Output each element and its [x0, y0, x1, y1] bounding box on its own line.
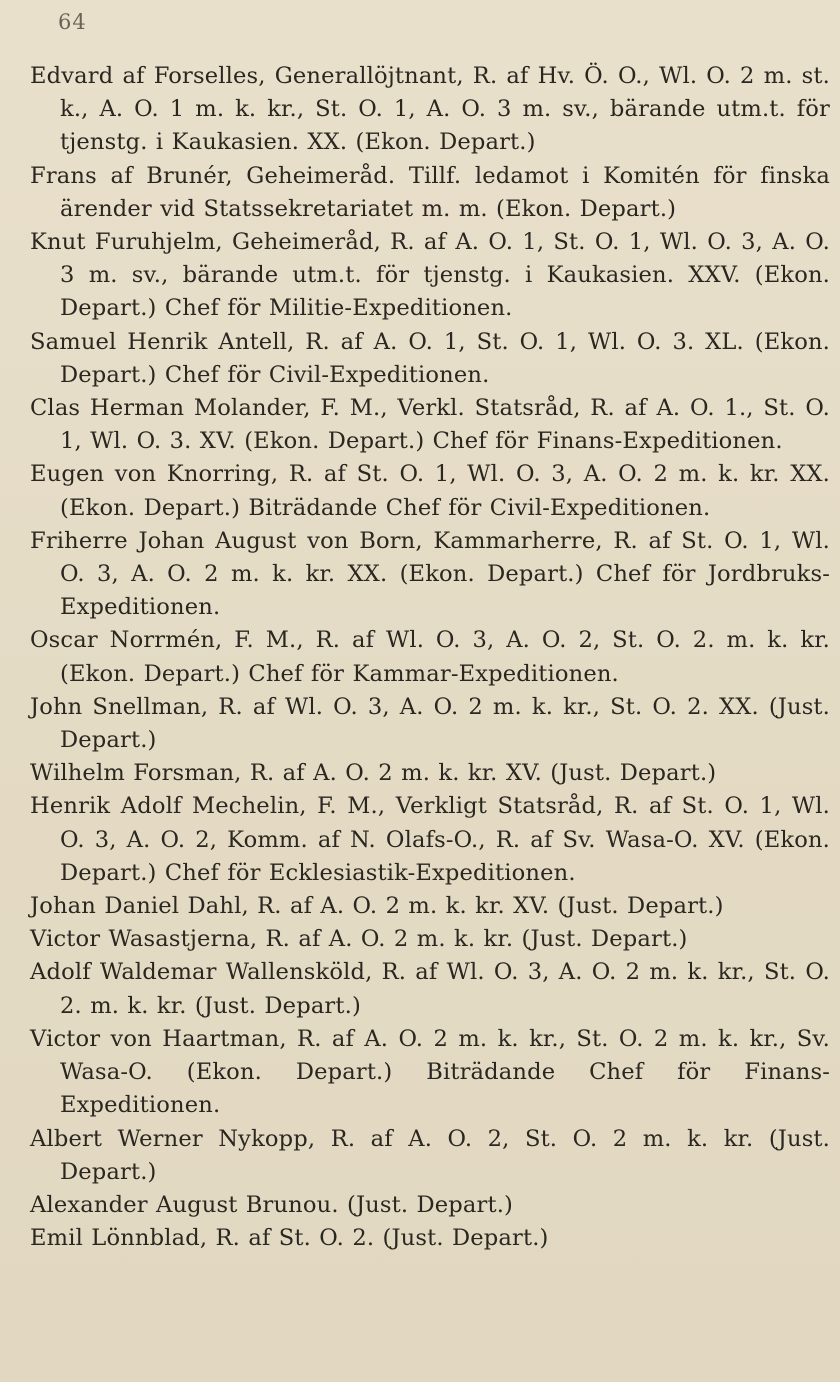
list-item: Friherre Johan August von Born, Kammarherre, R. af St. O. 1, Wl. O. 3, A. O. 2 m. k. kr. XX. (Ekon. Depart.) Chef för Jordbruks-Expeditionen.: [30, 527, 830, 621]
list-item: Albert Werner Nykopp, R. af A. O. 2, St. O. 2 m. k. kr. (Just. Depart.): [30, 1125, 830, 1185]
list-item: Adolf Waldemar Wallensköld, R. af Wl. O. 3, A. O. 2 m. k. kr., St. O. 2. m. k. kr. (Just. Depart.): [30, 959, 830, 1019]
list-item: Henrik Adolf Mechelin, F. M., Verkligt Statsråd, R. af St. O. 1, Wl. O. 3, A. O. 2, Komm. af N. Olafs-O., R. af Sv. Wasa-O. XV. (Ekon. Depart.) Chef för Ecklesiastik-Expeditionen.: [30, 793, 830, 886]
list-item: Alexander August Brunou. (Just. Depart.): [30, 1191, 514, 1218]
list-item: Oscar Norrmén, F. M., R. af Wl. O. 3, A. O. 2, St. O. 2. m. k. kr. (Ekon. Depart.) Chef för Kammar-Expeditionen.: [30, 627, 830, 687]
entry-list: [30, 60, 830, 1255]
list-item: John Snellman, R. af Wl. O. 3, A. O. 2 m. k. kr., St. O. 2. XX. (Just. Depart.): [30, 693, 830, 754]
list-item: Victor Wasastjerna, R. af A. O. 2 m. k. kr. (Just. Depart.): [30, 926, 688, 953]
list-item: Wilhelm Forsman, R. af A. O. 2 m. k. kr. XV. (Just. Depart.): [30, 760, 717, 787]
list-item: Samuel Henrik Antell, R. af A. O. 1, St. O. 1, Wl. O. 3. XL. (Ekon. Depart.) Chef för Civil-Expeditionen.: [30, 328, 830, 388]
list-item: Johan Daniel Dahl, R. af A. O. 2 m. k. kr. XV. (Just. Depart.): [30, 893, 724, 920]
list-item: Knut Furuhjelm, Geheimeråd, R. af A. O. 1, St. O. 1, Wl. O. 3, A. O. 3 m. sv., bärande utm.t. för tjenstg. i Kaukasien. XXV. (Ekon. Depart.) Chef för Militie-Expeditionen.: [30, 229, 830, 322]
list-item: Clas Herman Molander, F. M., Verkl. Statsråd, R. af A. O. 1., St. O. 1, Wl. O. 3. XV. (Ekon. Depart.) Chef för Finans-Expeditionen.: [30, 395, 830, 455]
list-item: Victor von Haartman, R. af A. O. 2 m. k. kr., St. O. 2 m. k. kr., Sv. Wasa-O. (Ekon. Depart.) Biträdande Chef för Finans-Expeditionen.: [30, 1025, 830, 1119]
list-item: Emil Lönnblad, R. af St. O. 2. (Just. Depart.): [30, 1225, 549, 1252]
list-item: Edvard af Forselles, Generallöjtnant, R. af Hv. Ö. O., Wl. O. 2 m. st. k., A. O. 1 m. k. kr., St. O. 1, A. O. 3 m. sv., bärande utm.t. för tjenstg. i Kaukasien. XX. (Ekon. Depart.): [30, 63, 830, 156]
list-item: Eugen von Knorring, R. af St. O. 1, Wl. O. 3, A. O. 2 m. k. kr. XX. (Ekon. Depart.) Biträdande Chef för Civil-Expeditionen.: [30, 461, 830, 521]
list-item: Frans af Brunér, Geheimeråd. Tillf. ledamot i Komitén för finska ärender vid Statssekretariatet m. m. (Ekon. Depart.): [30, 162, 830, 222]
page-number: 64: [58, 10, 87, 34]
